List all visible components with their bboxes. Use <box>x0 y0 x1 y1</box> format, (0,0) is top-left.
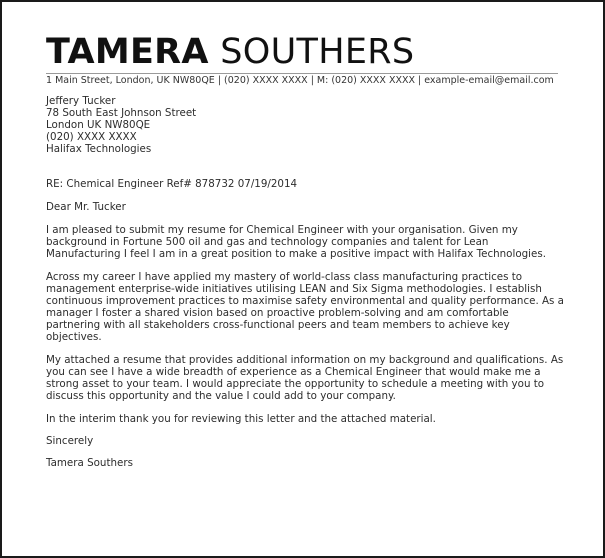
paragraph-2: Across my career I have applied my mastery of world-class class manufacturing practices to management enterprise-wide initiatives utilising LEAN and Six Sigma methodologies. I establish continuous improvement practices to maximise safety environmental and quality performance. As a manager I foster a shared vision based on proactive problem-solving and am comfortable partnering with all stakeholders cross-functional peers and team members to achieve key objectives. <box>46 271 564 343</box>
sender-name <box>46 32 414 72</box>
signature: Tamera Southers <box>46 457 133 469</box>
letterhead <box>46 32 414 72</box>
recipient-street: 78 South East Johnson Street <box>46 107 197 119</box>
recipient-address <box>46 95 566 155</box>
recipient-company: Halifax Technologies <box>46 143 152 155</box>
paragraph-3: My attached a resume that provides additional information on my background and qualifications. As you can see I have a wide breadth of experience as a Chemical Engineer that would make me a strong asset to your team. I would appreciate the opportunity to schedule a meeting with you to discuss this opportunity and the value I could add to your company. <box>46 354 564 402</box>
recipient-phone: (020) XXXX XXXX <box>46 131 137 143</box>
sender-last-name: SOUTHERS <box>220 32 415 72</box>
closing: Sincerely <box>46 435 94 447</box>
contact-line: 1 Main Street, London, UK NW80QE | (020) XXXX XXXX | M: (020) XXXX XXXX | example-email@email.com <box>46 75 554 86</box>
sender-first-name: TAMERA <box>46 32 209 72</box>
recipient-city: London UK NW80QE <box>46 119 151 131</box>
recipient-name: Jeffery Tucker <box>46 95 116 107</box>
salutation: Dear Mr. Tucker <box>46 201 126 213</box>
subject-line: RE: Chemical Engineer Ref# 878732 07/19/2014 <box>46 178 298 190</box>
paragraph-1: I am pleased to submit my resume for Chemical Engineer with your organisation. Given my background in Fortune 500 oil and gas and technology companies and talent for Lean Manufacturing I feel I am in a great position to make a positive impact with Halifax Technologies. <box>46 224 547 260</box>
letter-body <box>46 95 566 469</box>
paragraph-4: In the interim thank you for reviewing this letter and the attached material. <box>46 413 436 425</box>
